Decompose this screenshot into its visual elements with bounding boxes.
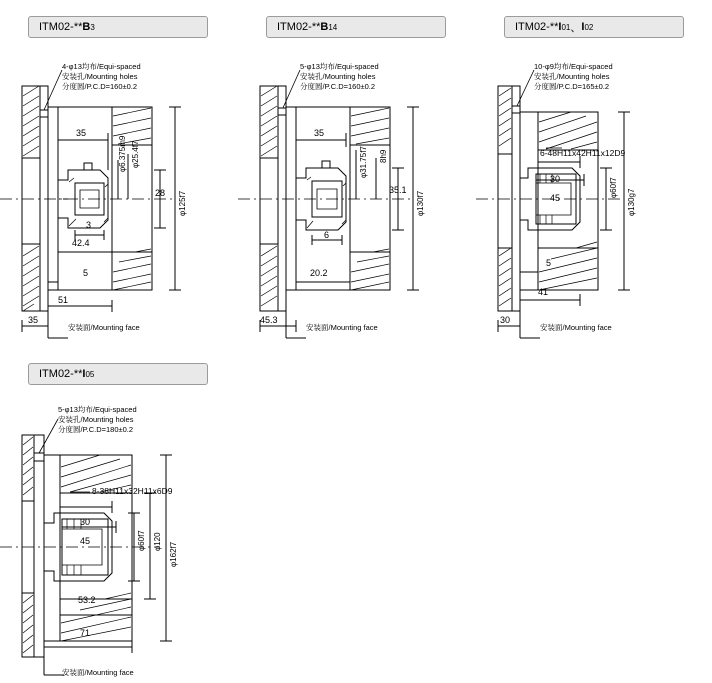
panel-i01-holes-note-2: 安装孔/Mounting holes xyxy=(534,72,610,82)
panel-i05-drawing xyxy=(0,397,260,683)
panel-i01-i02 xyxy=(476,0,712,345)
panel-b14-holes-note xyxy=(300,62,379,92)
panel-b14-dim-8h9: 8h9 xyxy=(379,149,388,163)
panel-b3-dim-254f7: φ25.4f7 xyxy=(131,140,140,168)
panel-i05-spline-note: 8-38H11x32H11x6D9 xyxy=(92,486,173,496)
panel-b14-dim-6: 6 xyxy=(324,230,330,240)
panel-b3-holes-note-3: 分度圆/P.C.D=160±0.2 xyxy=(62,82,138,92)
panel-i05-dim-30: 30 xyxy=(80,517,91,527)
panel-b3-holes-note-1: 4-φ13均布/Equi-spaced xyxy=(62,62,141,71)
panel-b14-holes-note-3: 分度圆/P.C.D=160±0.2 xyxy=(300,82,376,92)
panel-b14-dim-35: 35 xyxy=(314,128,325,138)
panel-b14-dim-351: 35.1 xyxy=(389,185,407,195)
panel-b14-dim-202: 20.2 xyxy=(310,268,328,278)
panel-b3-dim-28: 28 xyxy=(155,188,166,198)
panel-b14-title-sub: 14 xyxy=(328,22,338,32)
panel-i01-dim-5: 5 xyxy=(546,258,552,268)
panel-b14-holes-note-1: 5-φ13均布/Equi-spaced xyxy=(300,62,379,71)
panel-b14-dim-453: 45.3 xyxy=(260,315,278,325)
panel-i01-mounting-face-label: 安装面/Mounting face xyxy=(540,323,612,332)
panel-i05-title-sub: 05 xyxy=(85,369,95,379)
panel-b3-dim-424: 42.4 xyxy=(72,238,90,248)
panel-i01-title-sub2: 02 xyxy=(584,22,594,32)
panel-b3-title xyxy=(28,16,208,38)
panel-i05-mounting-face-label: 安装面/Mounting face xyxy=(62,668,134,677)
panel-b3-dim-125f7: φ125f7 xyxy=(178,190,187,216)
panel-i05 xyxy=(0,355,260,683)
panel-i05-dim-60f7: φ60f7 xyxy=(137,530,146,551)
panel-i01-dim-60f7: φ60f7 xyxy=(609,177,618,198)
panel-b3-dim-3: 3 xyxy=(86,220,92,230)
panel-b14-dim-3175f7: φ31.75f7 xyxy=(359,146,368,178)
panel-i01-spline-note: 6-48H11x42H11x12D9 xyxy=(540,148,626,158)
panel-i01-dim-30-bottom: 30 xyxy=(500,315,511,325)
panel-b14-title-code: B xyxy=(320,21,329,33)
panel-b14 xyxy=(238,0,478,345)
panel-b14-title-prefix: ITM02-** xyxy=(277,21,321,33)
panel-i01-dim-45: 45 xyxy=(550,193,561,203)
panel-b14-holes-note-2: 安装孔/Mounting holes xyxy=(300,72,376,82)
panel-b3-holes-note-2: 安装孔/Mounting holes xyxy=(62,72,138,82)
panel-b14-mounting-face-label: 安装面/Mounting face xyxy=(306,323,378,332)
panel-i01-holes-note xyxy=(534,62,613,92)
panel-i01-dim-41: 41 xyxy=(538,287,549,297)
panel-i01-title-code2: I xyxy=(581,21,585,33)
panel-b3-drawing xyxy=(0,50,240,345)
panel-i01-drawing xyxy=(476,50,712,345)
panel-b3-mounting-face-label: 安装面/Mounting face xyxy=(68,323,140,332)
panel-i05-dim-162f7: φ162f7 xyxy=(169,541,178,567)
panel-i05-title xyxy=(28,363,208,385)
panel-i05-dim-120: φ120 xyxy=(153,532,162,551)
panel-i01-title-sub: 01 xyxy=(561,22,571,32)
panel-b3-dim-5: 5 xyxy=(83,268,89,278)
panel-i01-holes-note-1: 10-φ9均布/Equi-spaced xyxy=(534,62,613,71)
panel-i01-title-separator: 、 xyxy=(570,22,582,34)
panel-b14-drawing xyxy=(238,50,478,345)
panel-b3-holes-note xyxy=(62,62,141,92)
panel-i05-holes-note-3: 分度圆/P.C.D=180±0.2 xyxy=(58,425,134,435)
panel-i05-title-prefix: ITM02-** xyxy=(39,368,83,380)
panel-i01-title-code: I xyxy=(558,21,562,33)
panel-i01-title xyxy=(504,16,684,38)
panel-i05-holes-note xyxy=(58,405,137,435)
panel-i01-dim-130g7: φ130g7 xyxy=(627,188,636,216)
panel-i05-title-code: I xyxy=(82,368,86,380)
panel-i01-dim-30: 30 xyxy=(550,174,561,184)
panel-b3-dim-6375m9: φ6.375m9 xyxy=(118,135,127,172)
panel-b3-title-prefix: ITM02-** xyxy=(39,21,83,33)
panel-b3-title-sub: 3 xyxy=(90,22,95,32)
panel-i01-holes-note-3: 分度圆/P.C.D=165±0.2 xyxy=(534,82,610,92)
panel-i05-holes-note-2: 安装孔/Mounting holes xyxy=(58,415,134,425)
panel-b3 xyxy=(0,0,240,345)
panel-b14-title xyxy=(266,16,446,38)
panel-b3-dim-35-bottom: 35 xyxy=(28,315,39,325)
panel-b14-dim-130f7: φ130f7 xyxy=(416,190,425,216)
panel-i05-holes-note-1: 5-φ13均布/Equi-spaced xyxy=(58,405,137,414)
panel-i05-dim-71: 71 xyxy=(80,628,91,638)
panel-i05-dim-45: 45 xyxy=(80,536,91,546)
panel-b3-title-code: B xyxy=(82,21,91,33)
panel-b3-dim-35: 35 xyxy=(76,128,87,138)
panel-b3-dim-51: 51 xyxy=(58,295,69,305)
panel-i01-title-prefix: ITM02-** xyxy=(515,21,559,33)
panel-i05-dim-532: 53.2 xyxy=(78,595,96,605)
